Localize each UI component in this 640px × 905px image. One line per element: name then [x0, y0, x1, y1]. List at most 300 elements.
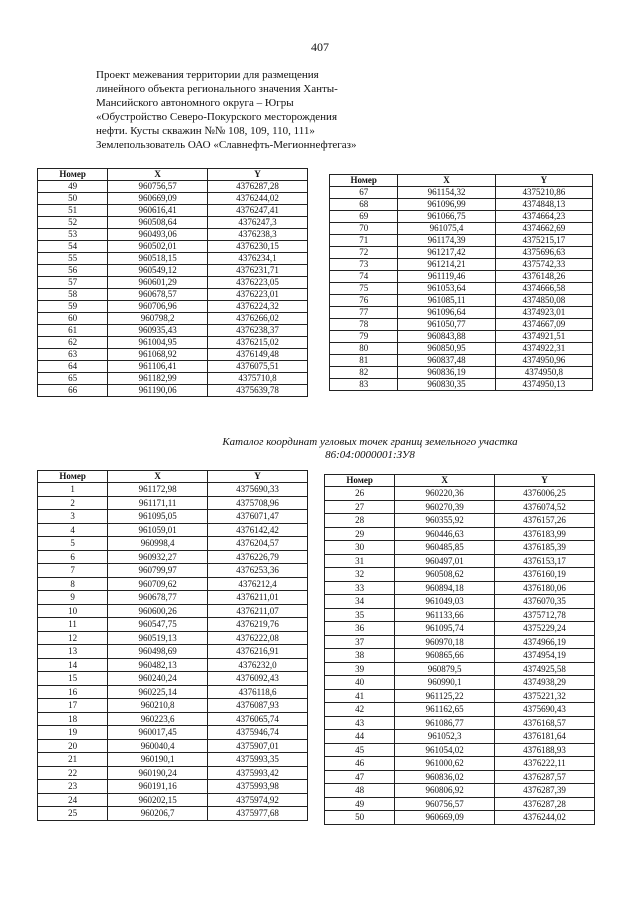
table-row [330, 295, 593, 307]
cell-x: 960756,57 [108, 181, 208, 193]
heading-line: Проект межевания территории для размещения [96, 69, 319, 81]
table-row [38, 325, 308, 337]
table-row [325, 622, 595, 636]
cell-number: 6 [38, 550, 108, 564]
cell-y: 4376287,57 [495, 770, 595, 784]
cell-x: 960865,66 [395, 649, 495, 663]
cell-y: 4376212,4 [208, 577, 308, 591]
table-row [38, 672, 308, 686]
cell-x: 960355,92 [395, 514, 495, 528]
cell-x: 960669,09 [108, 193, 208, 205]
table-row [38, 645, 308, 659]
cell-number: 40 [325, 676, 395, 690]
table-row [38, 577, 308, 591]
cell-x: 961096,64 [398, 307, 495, 319]
cell-x: 961075,4 [398, 223, 495, 235]
cell-number: 11 [38, 618, 108, 632]
cell-number: 39 [325, 662, 395, 676]
cell-number: 50 [325, 811, 395, 825]
cell-x: 960990,1 [395, 676, 495, 690]
heading-line: «Обустройство Северо-Покурского месторождения [96, 111, 338, 123]
cell-x: 960601,29 [108, 277, 208, 289]
cell-x: 961096,99 [398, 199, 495, 211]
cell-number: 69 [330, 211, 398, 223]
cell-y: 4374848,13 [495, 199, 592, 211]
cell-number: 67 [330, 187, 398, 199]
cell-y: 4376230,15 [208, 241, 308, 253]
table-row [38, 229, 308, 241]
cell-y: 4376266,02 [208, 313, 308, 325]
cell-y: 4376222,11 [495, 757, 595, 771]
table-row [38, 712, 308, 726]
table-row [38, 753, 308, 767]
table-row [38, 550, 308, 564]
cell-number: 66 [38, 385, 108, 397]
cell-number: 28 [325, 514, 395, 528]
cell-x: 960518,15 [108, 253, 208, 265]
table-row [325, 608, 595, 622]
catalog-title-line: Каталог координат угловых точек границ земельного участка [222, 436, 518, 448]
cell-number: 18 [38, 712, 108, 726]
cell-number: 38 [325, 649, 395, 663]
cell-number: 1 [38, 483, 108, 497]
heading-line: линейного объекта регионального значения Ханты- [96, 83, 338, 95]
cell-number: 2 [38, 496, 108, 510]
table-row [330, 235, 593, 247]
cell-y: 4374950,13 [495, 379, 592, 391]
cell-x: 960190,24 [108, 766, 208, 780]
cell-y: 4374938,29 [495, 676, 595, 690]
coordinates-table-3 [37, 470, 308, 821]
table-row [38, 181, 308, 193]
cell-y: 4376118,6 [208, 685, 308, 699]
cell-x: 960206,7 [108, 807, 208, 821]
cell-x: 961133,66 [395, 608, 495, 622]
cell-y: 4376168,57 [495, 716, 595, 730]
table-row [330, 367, 593, 379]
cell-y: 4375993,42 [208, 766, 308, 780]
cell-x: 960799,97 [108, 564, 208, 578]
table-row [330, 283, 593, 295]
table-row [38, 289, 308, 301]
table-row [325, 689, 595, 703]
cell-number: 17 [38, 699, 108, 713]
cell-y: 4376247,41 [208, 205, 308, 217]
cell-y: 4376188,93 [495, 743, 595, 757]
column-header-y: Y [208, 471, 308, 483]
cell-x: 961174,39 [398, 235, 495, 247]
table-row [330, 271, 593, 283]
cell-y: 4375742,33 [495, 259, 592, 271]
cell-number: 61 [38, 325, 108, 337]
cell-x: 960482,13 [108, 658, 208, 672]
table-row [38, 766, 308, 780]
cell-x: 960508,62 [395, 568, 495, 582]
cell-y: 4376234,1 [208, 253, 308, 265]
cell-x: 960485,85 [395, 541, 495, 555]
cell-x: 961095,74 [395, 622, 495, 636]
table-row [330, 319, 593, 331]
cell-number: 55 [38, 253, 108, 265]
table-row [330, 199, 593, 211]
cell-x: 960493,06 [108, 229, 208, 241]
table-row [38, 618, 308, 632]
table-row [38, 591, 308, 605]
table-row [325, 770, 595, 784]
cell-y: 4374850,08 [495, 295, 592, 307]
cell-y: 4375639,78 [208, 385, 308, 397]
cell-y: 4374666,58 [495, 283, 592, 295]
cell-number: 12 [38, 631, 108, 645]
cell-x: 960240,24 [108, 672, 208, 686]
table-row [38, 604, 308, 618]
cell-number: 19 [38, 726, 108, 740]
table-row [38, 265, 308, 277]
heading-line: нефти. Кусты скважин №№ 108, 109, 110, 111» [96, 125, 315, 137]
cell-number: 56 [38, 265, 108, 277]
cell-y: 4376087,93 [208, 699, 308, 713]
cell-number: 57 [38, 277, 108, 289]
table-row [38, 373, 308, 385]
cell-x: 961172,98 [108, 483, 208, 497]
cell-number: 37 [325, 635, 395, 649]
cell-number: 34 [325, 595, 395, 609]
cell-number: 65 [38, 373, 108, 385]
cell-number: 49 [38, 181, 108, 193]
cell-number: 75 [330, 283, 398, 295]
cell-x: 960220,36 [395, 487, 495, 501]
cell-y: 4376181,64 [495, 730, 595, 744]
cell-number: 32 [325, 568, 395, 582]
cell-number: 22 [38, 766, 108, 780]
cell-number: 52 [38, 217, 108, 229]
cell-x: 960519,13 [108, 631, 208, 645]
cell-x: 961162,65 [395, 703, 495, 717]
cell-x: 960616,41 [108, 205, 208, 217]
table-row [38, 739, 308, 753]
cell-y: 4376223,01 [208, 289, 308, 301]
cell-x: 960830,35 [398, 379, 495, 391]
cell-y: 4376231,71 [208, 265, 308, 277]
cell-y: 4374662,69 [495, 223, 592, 235]
cell-x: 961000,62 [395, 757, 495, 771]
cell-number: 62 [38, 337, 108, 349]
cell-y: 4375210,86 [495, 187, 592, 199]
cell-x: 960935,43 [108, 325, 208, 337]
cell-x: 960202,15 [108, 793, 208, 807]
table-row [325, 784, 595, 798]
cell-y: 4376215,02 [208, 337, 308, 349]
cell-y: 4375993,98 [208, 780, 308, 794]
cell-number: 77 [330, 307, 398, 319]
cell-y: 4374667,09 [495, 319, 592, 331]
table-row [38, 726, 308, 740]
table-row [38, 301, 308, 313]
heading-line: Мансийского автономного округа – Югры [96, 97, 294, 109]
table-row [325, 527, 595, 541]
cell-x: 960879,5 [395, 662, 495, 676]
table-row [325, 703, 595, 717]
cell-y: 4376204,57 [208, 537, 308, 551]
table-row [38, 385, 308, 397]
cell-y: 4376153,17 [495, 554, 595, 568]
cell-x: 960223,6 [108, 712, 208, 726]
table-row [38, 510, 308, 524]
cell-number: 21 [38, 753, 108, 767]
cell-x: 960998,4 [108, 537, 208, 551]
cell-number: 23 [38, 780, 108, 794]
cell-x: 961182,99 [108, 373, 208, 385]
cell-number: 31 [325, 554, 395, 568]
cell-x: 960498,69 [108, 645, 208, 659]
table-row [325, 676, 595, 690]
column-header-number: Номер [330, 175, 398, 187]
cell-number: 33 [325, 581, 395, 595]
cell-y: 4375977,68 [208, 807, 308, 821]
cell-number: 59 [38, 301, 108, 313]
cell-number: 5 [38, 537, 108, 551]
cell-y: 4376216,91 [208, 645, 308, 659]
cell-y: 4375690,33 [208, 483, 308, 497]
cell-x: 960190,1 [108, 753, 208, 767]
cell-y: 4375690,43 [495, 703, 595, 717]
cell-x: 960040,4 [108, 739, 208, 753]
cell-x: 961052,3 [395, 730, 495, 744]
cell-y: 4376075,51 [208, 361, 308, 373]
cell-y: 4376287,28 [495, 797, 595, 811]
coordinates-table-4 [324, 474, 595, 825]
table-row [330, 355, 593, 367]
cell-x: 960678,77 [108, 591, 208, 605]
table-row [330, 187, 593, 199]
cell-number: 42 [325, 703, 395, 717]
table-row [38, 658, 308, 672]
cell-number: 16 [38, 685, 108, 699]
cell-number: 78 [330, 319, 398, 331]
cell-x: 961049,03 [395, 595, 495, 609]
cell-y: 4376238,37 [208, 325, 308, 337]
cell-number: 26 [325, 487, 395, 501]
cell-y: 4376149,48 [208, 349, 308, 361]
cell-x: 960970,18 [395, 635, 495, 649]
table-row [325, 716, 595, 730]
catalog-title [150, 436, 590, 462]
cell-number: 24 [38, 793, 108, 807]
table-row [330, 307, 593, 319]
cell-x: 961095,05 [108, 510, 208, 524]
cell-number: 7 [38, 564, 108, 578]
cell-x: 960669,09 [395, 811, 495, 825]
cell-x: 961190,06 [108, 385, 208, 397]
column-header-y: Y [495, 475, 595, 487]
table-row [325, 743, 595, 757]
table-row [38, 780, 308, 794]
cell-x: 960191,16 [108, 780, 208, 794]
cell-number: 72 [330, 247, 398, 259]
column-header-number: Номер [38, 471, 108, 483]
cell-y: 4375696,63 [495, 247, 592, 259]
table-row [325, 797, 595, 811]
cell-y: 4376219,76 [208, 618, 308, 632]
table-row [325, 662, 595, 676]
cell-y: 4375215,17 [495, 235, 592, 247]
table-row [38, 361, 308, 373]
column-header-number: Номер [325, 475, 395, 487]
cell-x: 960446,63 [395, 527, 495, 541]
cell-number: 4 [38, 523, 108, 537]
cell-x: 960932,27 [108, 550, 208, 564]
cell-number: 3 [38, 510, 108, 524]
cell-x: 960837,48 [398, 355, 495, 367]
table-row [38, 793, 308, 807]
cell-number: 27 [325, 500, 395, 514]
cell-x: 961050,77 [398, 319, 495, 331]
table-row [38, 699, 308, 713]
cell-y: 4374922,31 [495, 343, 592, 355]
cell-x: 960502,01 [108, 241, 208, 253]
cell-number: 48 [325, 784, 395, 798]
cell-y: 4375229,24 [495, 622, 595, 636]
cell-number: 81 [330, 355, 398, 367]
cell-x: 960225,14 [108, 685, 208, 699]
cell-number: 44 [325, 730, 395, 744]
table-row [325, 568, 595, 582]
coordinates-table-1 [37, 168, 308, 397]
cell-x: 961086,77 [395, 716, 495, 730]
table-row [38, 349, 308, 361]
cell-y: 4376148,26 [495, 271, 592, 283]
cell-y: 4376070,35 [495, 595, 595, 609]
cell-y: 4376287,39 [495, 784, 595, 798]
cell-y: 4376185,39 [495, 541, 595, 555]
cell-number: 35 [325, 608, 395, 622]
cell-y: 4376065,74 [208, 712, 308, 726]
cell-number: 50 [38, 193, 108, 205]
cell-x: 961004,95 [108, 337, 208, 349]
table-row [38, 537, 308, 551]
cell-number: 47 [325, 770, 395, 784]
cell-y: 4376224,32 [208, 301, 308, 313]
cell-x: 960836,19 [398, 367, 495, 379]
cell-x: 961154,32 [398, 187, 495, 199]
cell-x: 960210,8 [108, 699, 208, 713]
cell-x: 960836,02 [395, 770, 495, 784]
column-header-x: X [108, 169, 208, 181]
coordinates-table-2 [329, 174, 593, 391]
cell-number: 73 [330, 259, 398, 271]
cell-y: 4376226,79 [208, 550, 308, 564]
cell-x: 960894,18 [395, 581, 495, 595]
cell-y: 4376071,47 [208, 510, 308, 524]
cell-x: 961217,42 [398, 247, 495, 259]
table-row [325, 757, 595, 771]
cell-x: 960600,26 [108, 604, 208, 618]
cell-y: 4376244,02 [208, 193, 308, 205]
cell-number: 58 [38, 289, 108, 301]
cell-number: 71 [330, 235, 398, 247]
table-row [38, 631, 308, 645]
cell-number: 53 [38, 229, 108, 241]
table-row [330, 211, 593, 223]
column-header-y: Y [208, 169, 308, 181]
cell-y: 4375221,32 [495, 689, 595, 703]
cell-number: 30 [325, 541, 395, 555]
table-row [330, 379, 593, 391]
cell-number: 63 [38, 349, 108, 361]
cell-y: 4376160,19 [495, 568, 595, 582]
column-header-number: Номер [38, 169, 108, 181]
cell-y: 4376244,02 [495, 811, 595, 825]
cell-y: 4374921,51 [495, 331, 592, 343]
cell-y: 4374950,8 [495, 367, 592, 379]
cell-number: 20 [38, 739, 108, 753]
cell-y: 4376238,3 [208, 229, 308, 241]
cell-x: 961068,92 [108, 349, 208, 361]
heading-line: Землепользователь ОАО «Славнефть-Мегионнефтегаз» [96, 139, 357, 151]
cell-number: 10 [38, 604, 108, 618]
table-row [325, 811, 595, 825]
table-row [38, 337, 308, 349]
cell-number: 82 [330, 367, 398, 379]
cell-x: 961214,21 [398, 259, 495, 271]
cell-y: 4376253,36 [208, 564, 308, 578]
table-row [325, 649, 595, 663]
cell-y: 4376180,06 [495, 581, 595, 595]
cell-x: 960017,45 [108, 726, 208, 740]
cell-y: 4376247,3 [208, 217, 308, 229]
cell-y: 4376092,43 [208, 672, 308, 686]
table-row [325, 487, 595, 501]
cell-x: 960508,64 [108, 217, 208, 229]
table-row [38, 217, 308, 229]
cell-y: 4374925,58 [495, 662, 595, 676]
cell-y: 4374664,23 [495, 211, 592, 223]
table-row [38, 253, 308, 265]
table-row [325, 581, 595, 595]
cell-number: 74 [330, 271, 398, 283]
table-row [38, 483, 308, 497]
cell-y: 4375974,92 [208, 793, 308, 807]
table-row [325, 595, 595, 609]
cell-x: 960843,88 [398, 331, 495, 343]
cell-number: 29 [325, 527, 395, 541]
cell-y: 4376232,0 [208, 658, 308, 672]
cell-y: 4376287,28 [208, 181, 308, 193]
cell-x: 960756,57 [395, 797, 495, 811]
cell-y: 4374923,01 [495, 307, 592, 319]
cell-x: 960270,39 [395, 500, 495, 514]
cell-number: 8 [38, 577, 108, 591]
cell-number: 25 [38, 807, 108, 821]
cell-x: 960678,57 [108, 289, 208, 301]
cell-y: 4376222,08 [208, 631, 308, 645]
cell-number: 79 [330, 331, 398, 343]
cell-y: 4375708,96 [208, 496, 308, 510]
page-number: 407 [311, 40, 329, 54]
cell-x: 961119,46 [398, 271, 495, 283]
column-header-y: Y [495, 175, 592, 187]
cell-y: 4376074,52 [495, 500, 595, 514]
cell-number: 36 [325, 622, 395, 636]
table-row [330, 331, 593, 343]
cell-number: 9 [38, 591, 108, 605]
cell-x: 961054,02 [395, 743, 495, 757]
cell-x: 960709,62 [108, 577, 208, 591]
cell-number: 49 [325, 797, 395, 811]
cell-x: 961059,01 [108, 523, 208, 537]
cell-y: 4374954,19 [495, 649, 595, 663]
table-row [325, 635, 595, 649]
